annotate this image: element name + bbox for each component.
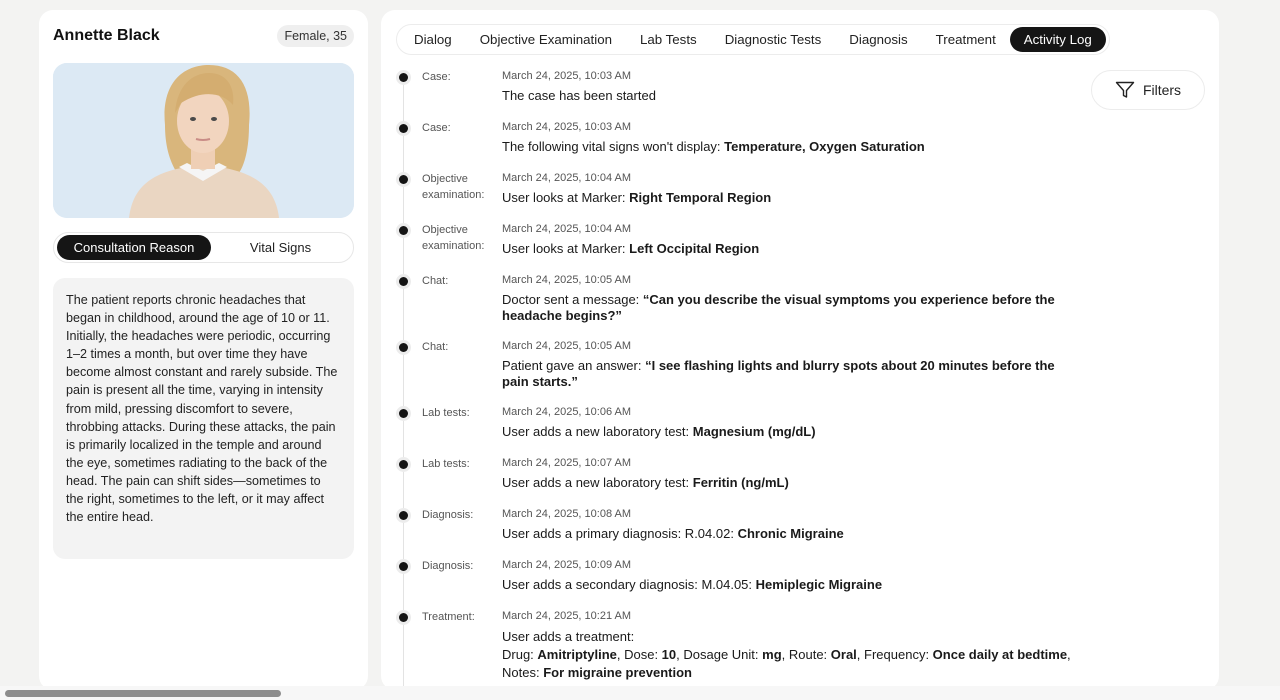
log-message-highlight: Magnesium (mg/dL) (692, 424, 816, 439)
log-message-highlight: Chronic Migraine (737, 526, 844, 541)
treatment-notes (502, 664, 1072, 682)
log-category: Treatment: (422, 611, 475, 623)
timeline-dot-icon (399, 460, 408, 469)
subtab-vital-signs[interactable]: Vital Signs (249, 240, 312, 255)
log-timestamp: March 24, 2025, 10:08 AM (502, 508, 632, 520)
log-message (502, 526, 1072, 542)
log-message-text: Patient gave an answer: (502, 358, 646, 373)
log-category: Lab tests: (422, 458, 470, 470)
timeline-dot-icon (399, 613, 408, 622)
log-timestamp: March 24, 2025, 10:04 AM (502, 172, 632, 184)
log-message (502, 292, 1072, 324)
timeline-dot-icon (399, 226, 408, 235)
horizontal-scrollbar[interactable] (0, 686, 1280, 700)
log-message-highlight: Temperature, Oxygen Saturation (724, 139, 925, 154)
notes-label: Notes: (502, 665, 544, 680)
tab-diagnosis[interactable]: Diagnosis (849, 32, 908, 47)
timeline-dot-icon (399, 73, 408, 82)
timeline-dot-icon (399, 175, 408, 184)
frequency-label: , Frequency: (856, 647, 933, 662)
timeline-dot-icon (399, 343, 408, 352)
timeline-dot-icon (399, 124, 408, 133)
log-category: Case: (422, 71, 451, 83)
log-message-highlight: Right Temporal Region (629, 190, 772, 205)
log-message-text: The following vital signs won't display: (502, 139, 725, 154)
log-message-text: The case has been started (502, 88, 656, 103)
unit-label: , Dosage Unit: (676, 647, 763, 662)
log-category: Objective examination: (422, 173, 485, 201)
log-category: Objective examination: (422, 224, 485, 252)
log-message-highlight: Left Occipital Region (629, 241, 760, 256)
log-message-text: User adds a secondary diagnosis: M.04.05: (502, 577, 756, 592)
log-message-text: User looks at Marker: (502, 190, 630, 205)
log-message (502, 628, 1072, 682)
treatment-intro: User adds a treatment: (502, 629, 635, 644)
tab-diagnostic-tests[interactable]: Diagnostic Tests (724, 32, 822, 47)
log-category: Chat: (422, 275, 449, 287)
patient-portrait-illustration (53, 63, 354, 218)
log-category: Chat: (422, 341, 449, 353)
timeline-dot-icon (399, 511, 408, 520)
patient-name: Annette Black (53, 27, 160, 44)
log-timestamp: March 24, 2025, 10:09 AM (502, 559, 632, 571)
log-category: Diagnosis: (422, 509, 474, 521)
frequency-suffix: , (1067, 647, 1071, 662)
timeline-dot-icon (399, 409, 408, 418)
log-timestamp: March 24, 2025, 10:07 AM (502, 457, 632, 469)
log-message-highlight: Hemiplegic Migraine (755, 577, 883, 592)
log-timestamp: March 24, 2025, 10:03 AM (502, 121, 632, 133)
tab-dialog[interactable]: Dialog (414, 32, 452, 47)
consultation-reason-text: The patient reports chronic headaches that began in childhood, around the age of 10 or 11. Initially, the headaches were periodic, occurring 1–2 times a month, but over time they have become almost constant and rarely subside. The pain is present all the time, varying in intensity from mild, pressing discomfort to severe, throbbing attacks. During these attacks, the pain is primarily localized in the temple and around the eye, sometimes radiating to the back of the head. The pain can shift sides—sometimes to the right, sometimes to the left, or it may affect the entire head. (53, 278, 354, 559)
scrollbar-thumb[interactable] (5, 690, 281, 697)
log-message-highlight: Ferritin (ng/mL) (692, 475, 789, 490)
tab-activity-log[interactable]: Activity Log (1010, 27, 1106, 52)
patient-photo (53, 63, 354, 218)
log-category: Diagnosis: (422, 560, 474, 572)
log-timestamp: March 24, 2025, 10:03 AM (502, 70, 632, 82)
timeline-dot-icon (399, 277, 408, 286)
patient-gender-age-badge: Female, 35 (277, 25, 354, 47)
timeline-line (403, 78, 404, 690)
filters-label: Filters (1142, 82, 1182, 98)
log-message-text: User adds a primary diagnosis: R.04.02: (502, 526, 738, 541)
treatment-details (502, 646, 1072, 664)
log-message (502, 139, 1072, 155)
notes-value: For migraine prevention (543, 665, 692, 680)
patient-info-subtabs (53, 232, 354, 263)
log-message-text: User looks at Marker: (502, 241, 630, 256)
log-timestamp: March 24, 2025, 10:05 AM (502, 274, 632, 286)
drug-value: Amitriptyline (537, 647, 617, 662)
dose-label: , Dose: (616, 647, 662, 662)
filters-button[interactable] (1091, 70, 1205, 110)
log-message (502, 241, 1072, 257)
log-timestamp: March 24, 2025, 10:21 AM (502, 610, 632, 622)
drug-label: Drug: (502, 647, 538, 662)
log-timestamp: March 24, 2025, 10:04 AM (502, 223, 632, 235)
dose-value: 10 (661, 647, 677, 662)
tab-objective-examination[interactable]: Objective Examination (479, 32, 612, 47)
frequency-value: Once daily at bedtime (932, 647, 1068, 662)
timeline-dot-icon (399, 562, 408, 571)
unit-value: mg (762, 647, 782, 662)
log-message (502, 358, 1072, 390)
patient-panel (39, 10, 368, 690)
log-message-text: Doctor sent a message: (502, 292, 643, 307)
log-message-highlight: “Can you describe the visual symptoms you experience before the headache begins?” (502, 292, 1055, 323)
log-message (502, 190, 1072, 206)
case-tabs (396, 24, 1110, 55)
log-timestamp: March 24, 2025, 10:05 AM (502, 340, 632, 352)
log-message-text: User adds a new laboratory test: (502, 475, 693, 490)
tab-treatment[interactable]: Treatment (935, 32, 996, 47)
log-timestamp: March 24, 2025, 10:06 AM (502, 406, 632, 418)
log-message-text: User adds a new laboratory test: (502, 424, 693, 439)
funnel-icon (1115, 81, 1135, 99)
log-message (502, 88, 1072, 104)
case-panel (381, 10, 1219, 690)
subtab-consultation-reason[interactable]: Consultation Reason (57, 235, 211, 260)
route-label: , Route: (781, 647, 831, 662)
log-message (502, 475, 1072, 491)
log-category: Case: (422, 122, 451, 134)
route-value: Oral (830, 647, 857, 662)
log-message (502, 577, 1072, 593)
tab-lab-tests[interactable]: Lab Tests (640, 32, 697, 47)
log-message-highlight: “I see flashing lights and blurry spots about 20 minutes before the pain starts.” (502, 358, 1055, 389)
log-category: Lab tests: (422, 407, 470, 419)
log-message (502, 424, 1072, 440)
